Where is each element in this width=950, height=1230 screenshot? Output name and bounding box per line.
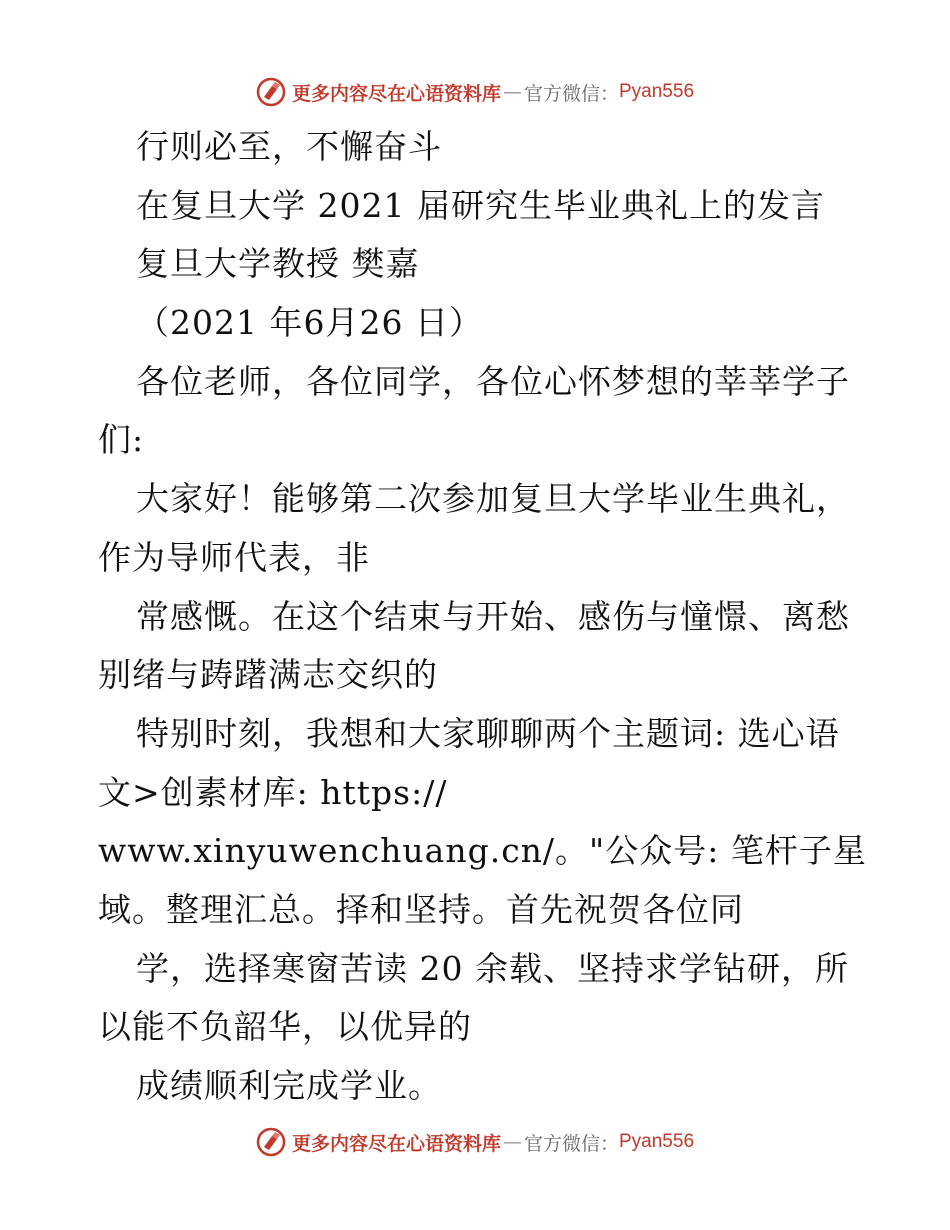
banner-title: 更多内容尽在心语资料库: [291, 82, 501, 105]
text-line: 大家好！能够第二次参加复旦大学毕业生典礼，: [136, 479, 850, 519]
header-banner: [0, 72, 950, 112]
banner-wechat-label: 官方微信：: [523, 82, 619, 105]
text-line: 文>创素材库: https://: [98, 772, 448, 812]
banner-wechat-label: 官方微信：: [523, 1132, 619, 1155]
brand-logo-icon: [256, 77, 286, 107]
document-body: [98, 118, 867, 1116]
text-line: 域。整理汇总。择和坚持。首先祝贺各位同: [98, 889, 744, 929]
footer-banner: [0, 1122, 950, 1162]
text-line: 学，选择寒窗苦读 20 余载、坚持求学钻研，所: [136, 948, 849, 988]
text-line: 特别时刻，我想和大家聊聊两个主题词: 选心语: [136, 713, 840, 753]
text-line: 成绩顺利完成学业。: [136, 1066, 442, 1105]
text-line: 复旦大学教授 樊嘉: [136, 244, 420, 284]
brand-logo-icon: [256, 1127, 286, 1157]
text-line: 在复旦大学 2021 届研究生毕业典礼上的发言: [136, 185, 825, 225]
text-line: 别绪与踌躇满志交织的: [98, 655, 438, 695]
text-line: 常感慨。在这个结束与开始、感伤与憧憬、离愁: [136, 596, 850, 636]
banner-title: 更多内容尽在心语资料库: [291, 1132, 501, 1155]
banner-wechat-id: Pyan556: [619, 81, 695, 102]
banner-separator: —: [502, 1131, 522, 1153]
text-line: 作为导师代表，非: [98, 537, 370, 577]
text-line: 们:: [98, 420, 145, 460]
text-line: 行则必至，不懈奋斗: [136, 127, 442, 166]
text-line: 各位老师，各位同学，各位心怀梦想的莘莘学子: [136, 361, 850, 401]
banner-separator: —: [502, 81, 522, 103]
banner-wechat-id: Pyan556: [619, 1131, 695, 1152]
text-line: （2021 年6月26 日）: [136, 303, 483, 343]
text-line: 以能不负韶华，以优异的: [98, 1007, 472, 1047]
text-line: www.xinyuwenchuang.cn/。"公众号: 笔杆子星: [98, 831, 867, 871]
